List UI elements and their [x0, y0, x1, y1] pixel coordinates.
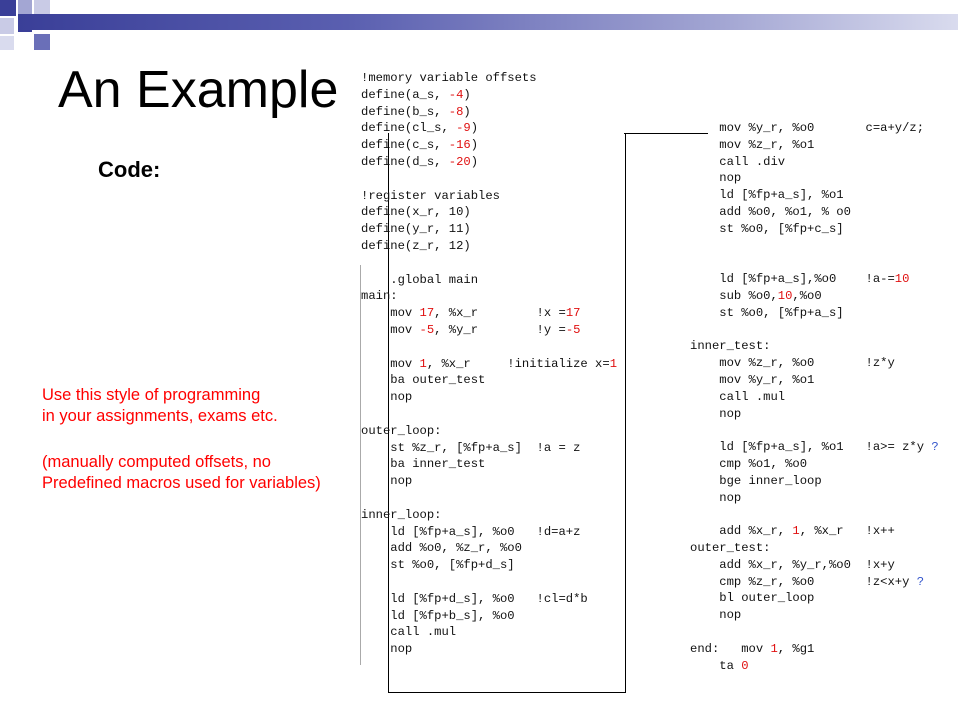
code-line	[690, 204, 939, 221]
decor-square-4	[0, 18, 14, 34]
code-token: ba inner_test	[361, 457, 486, 472]
code-line	[361, 423, 617, 440]
code-token: ld [%fp+a_s],%o0 !a-=	[690, 272, 895, 287]
code-token: st %o0, [%fp+a_s]	[690, 305, 844, 320]
code-token: .global main	[361, 272, 479, 287]
code-line	[690, 355, 939, 372]
code-line	[361, 171, 617, 188]
code-token: , %g1	[777, 641, 815, 656]
code-token: define(b_s,	[361, 104, 449, 119]
code-token: define(x_r, 10)	[361, 205, 471, 220]
code-token: )	[463, 87, 471, 102]
decor-square-7	[34, 34, 50, 50]
code-line	[361, 372, 617, 389]
code-token: outer_loop:	[361, 423, 442, 438]
code-line	[690, 456, 939, 473]
code-token: ,%o0	[792, 288, 822, 303]
code-line	[690, 473, 939, 490]
code-token: define(y_r, 11)	[361, 222, 471, 237]
code-token: -8	[448, 104, 464, 119]
code-token: 17	[419, 306, 435, 321]
code-token: ld [%fp+a_s], %o0 !d=a+z	[361, 524, 581, 539]
code-line	[690, 422, 939, 439]
code-line	[361, 591, 617, 608]
code-token: -4	[448, 87, 464, 102]
decor-square-1	[0, 0, 16, 16]
code-line	[690, 590, 939, 607]
code-line	[361, 305, 617, 322]
code-token: 17	[565, 306, 581, 321]
code-line	[361, 154, 617, 171]
code-token: ba outer_test	[361, 373, 486, 388]
code-line	[361, 238, 617, 255]
code-line	[690, 238, 939, 255]
note-line-3: (manually computed offsets, no	[42, 453, 271, 471]
code-token: cmp %z_r, %o0 !z<x+y	[690, 574, 917, 589]
code-token: add %o0, %z_r, %o0	[361, 541, 522, 556]
code-line	[690, 305, 939, 322]
code-line	[690, 372, 939, 389]
code-token: inner_loop:	[361, 507, 442, 522]
code-token: -20	[448, 154, 471, 169]
code-token: mov %z_r, %o0 !z*y	[690, 356, 895, 371]
code-line	[690, 523, 939, 540]
code-line	[690, 506, 939, 523]
code-token: 1	[792, 524, 800, 539]
code-token: nop	[690, 490, 742, 505]
code-line	[690, 154, 939, 171]
code-line	[690, 187, 939, 204]
code-line	[361, 574, 617, 591]
code-token: bl outer_loop	[690, 591, 815, 606]
code-line	[361, 490, 617, 507]
code-line	[361, 406, 617, 423]
code-line	[690, 557, 939, 574]
code-token: , %y_r !y =	[434, 322, 566, 337]
code-line	[361, 440, 617, 457]
code-token: )	[470, 121, 479, 136]
code-line	[361, 540, 617, 557]
code-line	[361, 608, 617, 625]
code-line	[361, 524, 617, 541]
code-token: 1	[419, 356, 427, 371]
code-token: ta	[690, 658, 742, 673]
code-line	[690, 574, 939, 591]
code-line	[690, 338, 939, 355]
decor-square-2	[18, 0, 32, 14]
code-token: 10	[777, 288, 793, 303]
note-line-2: in your assignments, exams etc.	[42, 407, 278, 425]
code-token: nop	[690, 171, 742, 186]
code-token: call .div	[690, 154, 786, 169]
code-line	[690, 120, 939, 137]
code-line	[361, 137, 617, 154]
note-line-1: Use this style of programming	[42, 386, 261, 404]
code-token: , %x_r !x =	[434, 306, 566, 321]
code-token: sub %o0,	[690, 288, 778, 303]
code-line	[361, 641, 617, 658]
code-token: st %o0, [%fp+d_s]	[361, 558, 515, 573]
code-token: define(d_s,	[361, 154, 449, 169]
code-token: -5	[419, 322, 435, 337]
code-token: 1	[770, 641, 778, 656]
title-bar-decoration	[18, 14, 958, 30]
code-token: mov	[361, 322, 420, 337]
code-line	[361, 356, 617, 373]
code-token: cmp %o1, %o0	[690, 456, 808, 471]
code-line	[361, 188, 617, 205]
code-line	[690, 288, 939, 305]
code-token: mov	[361, 306, 420, 321]
code-line	[361, 221, 617, 238]
code-token: mov %y_r, %o1	[690, 372, 815, 387]
code-token: 10	[894, 272, 910, 287]
code-token: define(cl_s,	[361, 121, 457, 136]
code-token: define(z_r, 12)	[361, 238, 471, 253]
code-line	[361, 389, 617, 406]
code-token: define(a_s,	[361, 87, 449, 102]
code-token: -5	[565, 322, 581, 337]
code-line	[361, 204, 617, 221]
code-line	[361, 87, 617, 104]
code-token: nop	[690, 406, 742, 421]
code-token: , %x_r !initialize x=	[426, 356, 610, 371]
code-line	[690, 641, 939, 658]
code-token: mov	[361, 356, 420, 371]
code-token: !register variables	[361, 188, 500, 203]
code-token: mov %z_r, %o1	[690, 137, 815, 152]
code-token: )	[470, 154, 479, 169]
code-line	[690, 658, 939, 675]
code-line	[361, 507, 617, 524]
code-token: outer_test:	[690, 540, 771, 555]
code-block-left	[361, 70, 617, 658]
code-line	[361, 456, 617, 473]
code-line	[690, 254, 939, 271]
code-token: st %z_r, [%fp+a_s] !a = z	[361, 440, 581, 455]
code-line	[690, 607, 939, 624]
code-token: ld [%fp+a_s], %o1	[690, 188, 844, 203]
code-token: 0	[741, 658, 749, 673]
code-line	[690, 271, 939, 288]
code-line	[361, 272, 617, 289]
code-token: !memory variable offsets	[361, 71, 537, 85]
code-line	[361, 557, 617, 574]
code-token: inner_test:	[690, 339, 771, 354]
code-line	[690, 406, 939, 423]
code-token: add %x_r, %y_r,%o0 !x+y	[690, 557, 895, 572]
code-token: add %o0, %o1, % o0	[690, 204, 851, 219]
code-line	[690, 540, 939, 557]
code-token: end: mov	[690, 641, 771, 656]
code-line	[361, 288, 617, 305]
code-token: ?	[931, 440, 939, 455]
code-line	[361, 473, 617, 490]
code-token: mov %y_r, %o0 c=a+y/z;	[690, 121, 925, 135]
code-token: , %x_r !x++	[799, 524, 895, 539]
code-token: bge inner_loop	[690, 473, 822, 488]
code-token: ld [%fp+d_s], %o0 !cl=d*b	[361, 591, 588, 606]
code-token: nop	[361, 474, 413, 489]
code-line	[690, 439, 939, 456]
code-token: -9	[456, 121, 471, 136]
code-token: call .mul	[361, 625, 457, 640]
code-line	[690, 170, 939, 187]
code-token: st %o0, [%fp+c_s]	[690, 221, 844, 236]
code-token: ld [%fp+a_s], %o1 !a>= z*y	[690, 440, 932, 455]
note-line-4: Predefined macros used for variables)	[42, 474, 321, 492]
code-line	[361, 339, 617, 356]
slide-title: An Example	[58, 61, 339, 119]
decor-square-6	[0, 36, 14, 50]
code-token: add %x_r,	[690, 524, 793, 539]
code-block-right	[690, 120, 939, 674]
code-line	[361, 624, 617, 641]
code-token: 1	[609, 356, 618, 371]
code-token: )	[470, 138, 479, 153]
code-token: nop	[690, 608, 742, 623]
code-line	[690, 322, 939, 339]
code-line	[361, 255, 617, 272]
code-token: main:	[361, 289, 398, 304]
code-token: -16	[448, 138, 471, 153]
code-token: call .mul	[690, 389, 786, 404]
code-line	[690, 624, 939, 641]
code-token: nop	[361, 390, 413, 405]
code-label: Code:	[98, 157, 161, 182]
code-token: define(c_s,	[361, 138, 449, 153]
code-token: nop	[361, 642, 413, 657]
code-line	[361, 120, 617, 137]
code-line	[361, 70, 617, 87]
code-line	[361, 322, 617, 339]
code-line	[690, 389, 939, 406]
code-line	[690, 490, 939, 507]
code-token: ld [%fp+b_s], %o0	[361, 608, 515, 623]
code-line	[690, 137, 939, 154]
code-token: )	[463, 104, 471, 119]
code-line	[361, 104, 617, 121]
code-token: ?	[916, 574, 925, 589]
code-line	[690, 221, 939, 238]
